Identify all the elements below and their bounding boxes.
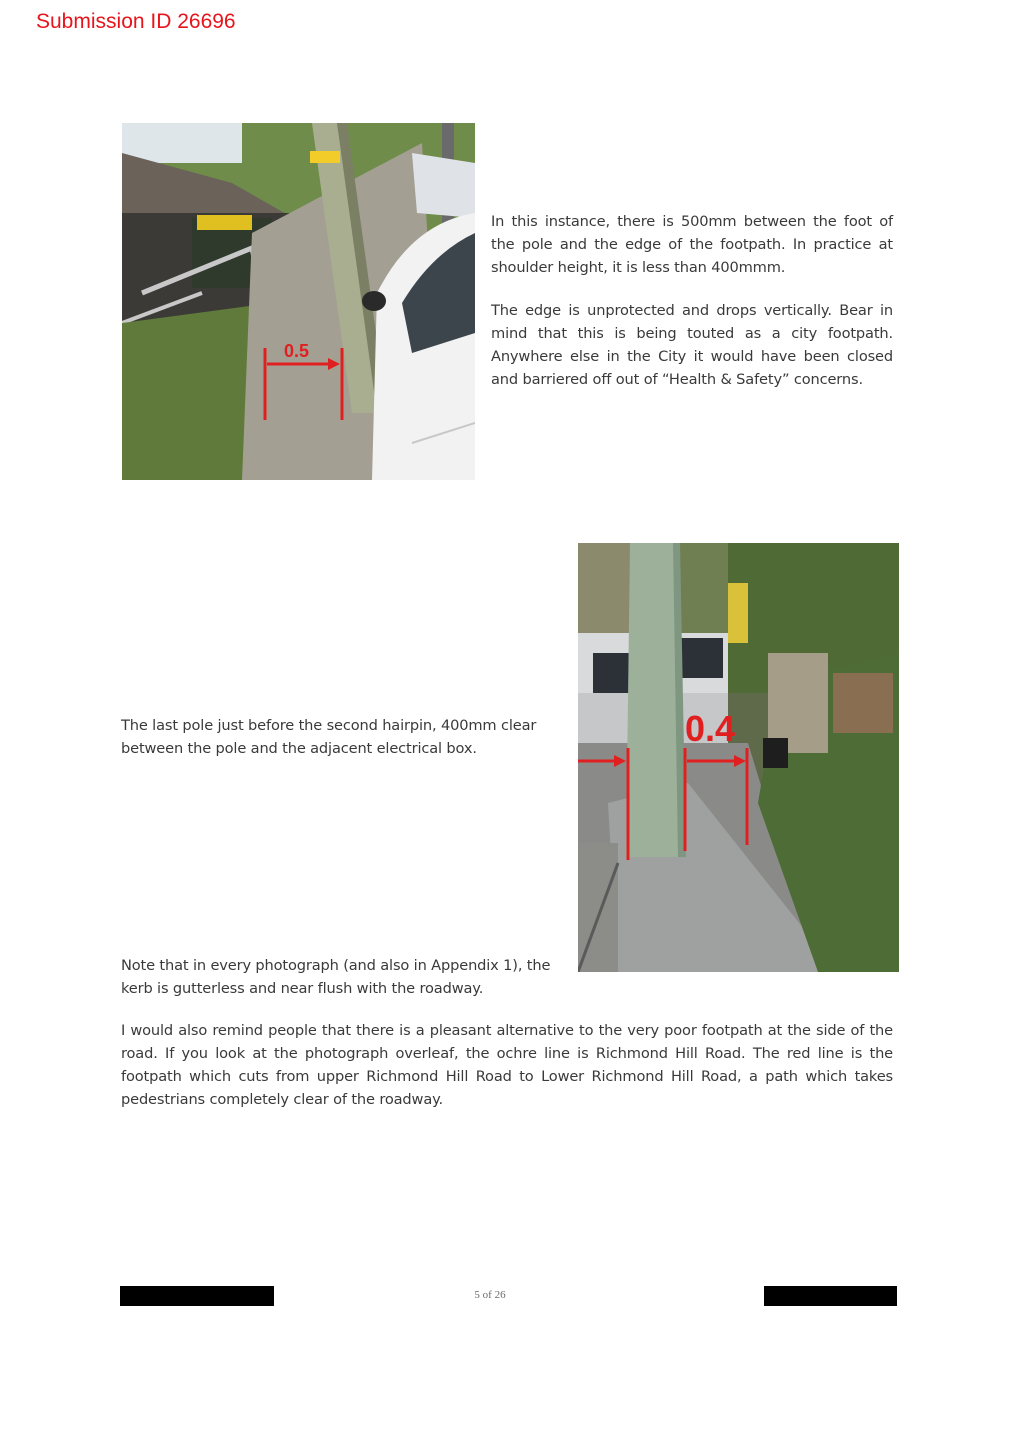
paragraph-kerb-note: Note that in every photograph (and also in Appendix 1), the kerb is gutterless and near flush with the roadway.: [121, 957, 551, 997]
photo-pole-footpath-1: [122, 123, 475, 480]
page-number: 5 of 26: [474, 1289, 506, 1301]
paragraph-unprotected-edge: The edge is unprotected and drops vertically. Bear in mind that this is being touted as a city footpath. Anywhere else in the City it would have been closed and barriered off out of “Health & Safety” concerns.: [491, 302, 893, 388]
paragraph-alternative-route: I would also remind people that there is a pleasant alternative to the very poor footpath at the side of the road. If you look at the photograph overleaf, the ochre line is Richmond Hill Road. The red line is the footpath which cuts from upper Richmond Hill Road to Lower Richmond Hill Road, a path which takes pedestrians completely clear of the roadway.: [121, 1022, 893, 1108]
paragraph-pole-distance: In this instance, there is 500mm between the foot of the pole and the edge of the footpath. In practice at shoulder height, it is less than 400mmm.: [491, 213, 893, 276]
paragraph-last-pole: The last pole just before the second hairpin, 400mm clear between the pole and the adjacent electrical box.: [121, 717, 537, 757]
photo-pole-footpath-2: [578, 543, 899, 972]
photo-2-measure-label: 0.4: [685, 708, 736, 749]
submission-id: Submission ID 26696: [36, 10, 236, 33]
redaction-bar-right: [764, 1286, 897, 1306]
photo-1-graphic: [122, 123, 475, 480]
redaction-bar-left: [120, 1286, 274, 1306]
photo-2-graphic: [578, 543, 899, 972]
photo-1-measure-label: 0.5: [284, 341, 310, 361]
